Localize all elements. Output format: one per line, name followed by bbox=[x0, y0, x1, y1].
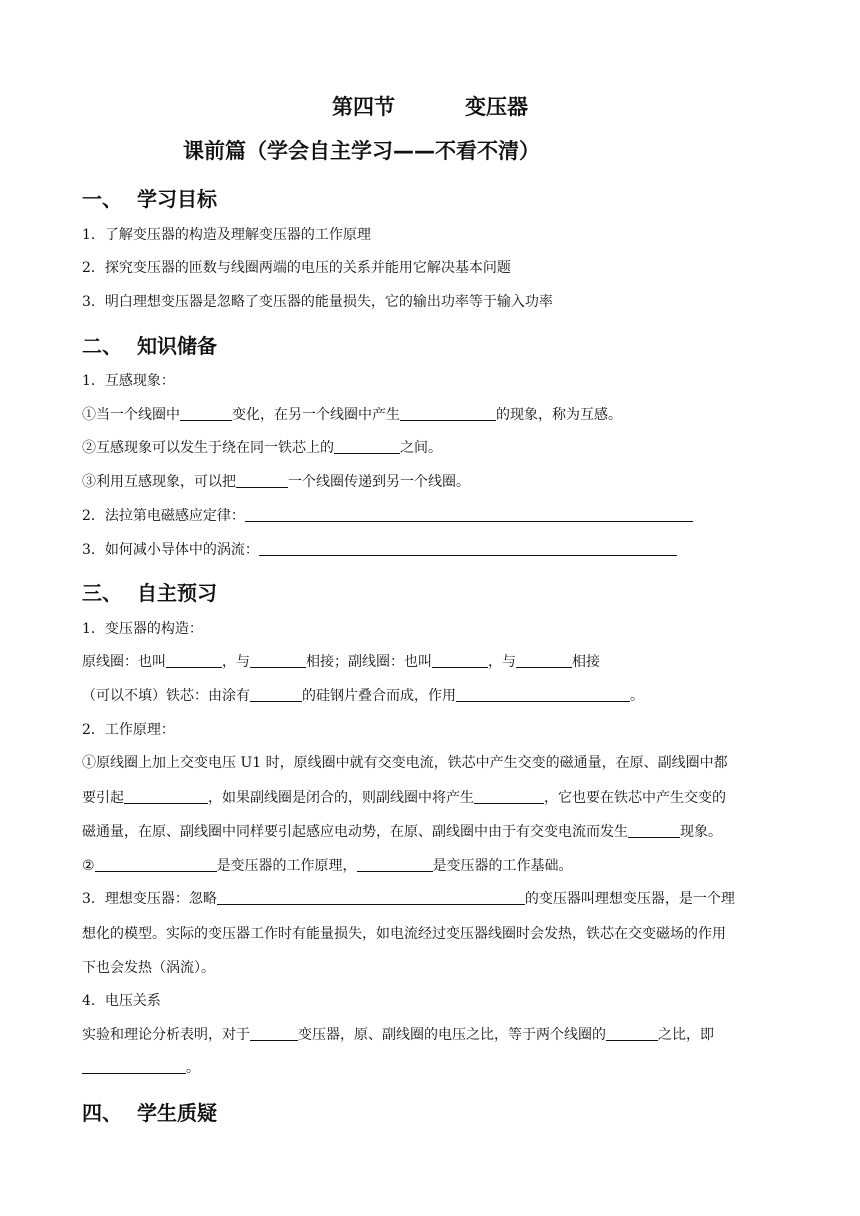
section-number: 二、 bbox=[82, 334, 122, 358]
preview-line: 4．电压关系 bbox=[82, 993, 161, 1009]
answer-blank[interactable] bbox=[456, 686, 630, 702]
answer-blank[interactable] bbox=[357, 856, 433, 872]
preview-line: 3．理想变压器：忽略 的变压器叫理想变压器，是一个理 bbox=[82, 891, 735, 907]
section-heading-goals bbox=[82, 183, 217, 212]
preview-line: 2．工作原理： bbox=[82, 722, 175, 738]
title-section-number: 第四节 bbox=[332, 95, 395, 119]
knowledge-line: 3．如何减小导体中的涡流： bbox=[82, 540, 677, 560]
preview-line: 下也会发热（涡流）。 bbox=[82, 960, 215, 976]
answer-blank[interactable] bbox=[516, 652, 572, 668]
preview-line: 原线圈：也叫 ，与 相接；副线圈：也叫 ，与 相接 bbox=[82, 654, 600, 670]
knowledge-line: 1．互感现象： bbox=[82, 373, 175, 389]
answer-blank[interactable] bbox=[432, 652, 488, 668]
answer-blank[interactable] bbox=[180, 405, 232, 421]
answer-blank[interactable] bbox=[628, 822, 680, 838]
answer-blank[interactable] bbox=[245, 506, 693, 522]
preview-line: 想化的模型。实际的变压器工作时有能量损失，如电流经过变压器线圈时会发热，铁芯在交变磁场的作用 bbox=[82, 926, 726, 942]
title-topic: 变压器 bbox=[465, 95, 528, 119]
preview-line: ①原线圈上加上交变电压 U1 时，原线圈中就有交变电流，铁芯中产生交变的磁通量，在原、副线圈中都 bbox=[82, 755, 728, 771]
section-label: 知识储备 bbox=[137, 334, 217, 358]
section-label: 学习目标 bbox=[137, 187, 217, 211]
goal-item: 1．了解变压器的构造及理解变压器的工作原理 bbox=[82, 227, 371, 243]
page-subtitle: 课前篇（学会自主学习——不看不清） bbox=[183, 139, 540, 163]
answer-blank[interactable] bbox=[82, 1058, 186, 1074]
section-heading-questions bbox=[82, 1097, 217, 1126]
answer-blank[interactable] bbox=[166, 652, 222, 668]
knowledge-line: ③利用互感现象，可以把 一个线圈传递到另一个线圈。 bbox=[82, 474, 470, 490]
preview-line: 磁通量，在原、副线圈中同样要引起感应电动势，在原、副线圈中由于有交变电流而发生 现象。 bbox=[82, 824, 722, 840]
answer-blank[interactable] bbox=[259, 540, 677, 556]
preview-line: ② 是变压器的工作原理， 是变压器的工作基础。 bbox=[82, 858, 573, 874]
section-heading-preview bbox=[82, 577, 217, 606]
preview-line: 。 bbox=[82, 1058, 200, 1078]
section-label: 自主预习 bbox=[137, 581, 217, 605]
preview-line: （可以不填）铁芯：由涂有 的硅钢片叠合而成，作用 。 bbox=[82, 688, 644, 704]
knowledge-line: ②互感现象可以发生于绕在同一铁芯上的 之间。 bbox=[82, 440, 442, 456]
preview-line: 1．变压器的构造： bbox=[82, 621, 203, 637]
answer-blank[interactable] bbox=[250, 652, 306, 668]
answer-blank[interactable] bbox=[217, 889, 525, 905]
section-label: 学生质疑 bbox=[137, 1101, 217, 1125]
answer-blank[interactable] bbox=[474, 788, 544, 804]
section-number: 四、 bbox=[82, 1101, 122, 1125]
answer-blank[interactable] bbox=[606, 1025, 658, 1041]
preview-line: 实验和理论分析表明，对于 变压器，原、副线圈的电压之比，等于两个线圈的 之比，即 bbox=[82, 1027, 714, 1043]
page-title bbox=[0, 91, 860, 121]
answer-blank[interactable] bbox=[236, 472, 288, 488]
preview-line: 要引起 ，如果副线圈是闭合的，则副线圈中将产生 ，它也要在铁芯中产生交变的 bbox=[82, 790, 726, 806]
answer-blank[interactable] bbox=[95, 856, 217, 872]
answer-blank[interactable] bbox=[400, 405, 496, 421]
answer-blank[interactable] bbox=[124, 788, 208, 804]
knowledge-line: 2．法拉第电磁感应定律： bbox=[82, 506, 693, 526]
section-number: 一、 bbox=[82, 187, 122, 211]
knowledge-line: ①当一个线圈中 变化，在另一个线圈中产生 的现象，称为互感。 bbox=[82, 407, 622, 423]
goal-item: 2．探究变压器的匝数与线圈两端的电压的关系并能用它解决基本问题 bbox=[82, 260, 511, 276]
section-heading-knowledge bbox=[82, 330, 217, 359]
answer-blank[interactable] bbox=[250, 1025, 298, 1041]
answer-blank[interactable] bbox=[334, 438, 400, 454]
section-number: 三、 bbox=[82, 581, 122, 605]
goal-item: 3．明白理想变压器是忽略了变压器的能量损失，它的输出功率等于输入功率 bbox=[82, 294, 553, 310]
answer-blank[interactable] bbox=[250, 686, 302, 702]
